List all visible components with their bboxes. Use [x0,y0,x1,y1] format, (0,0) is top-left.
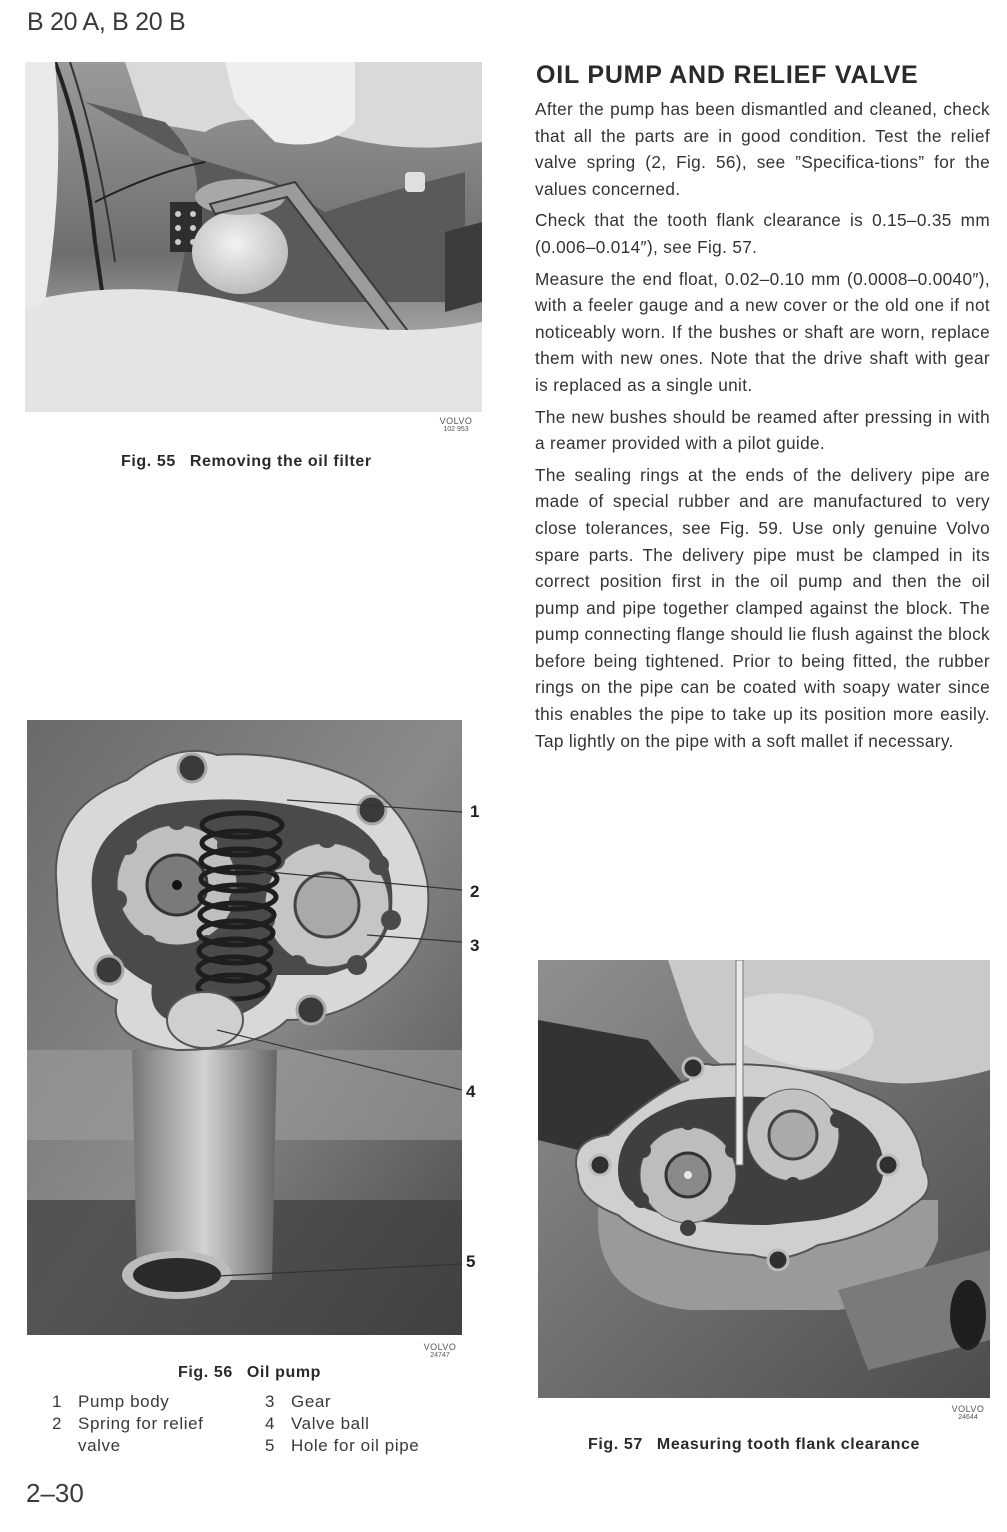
legend-label: Spring for relief [78,1414,204,1433]
figure-title: Measuring tooth flank clearance [656,1436,920,1453]
page-number: 2–30 [26,1478,84,1508]
legend-key: 3 [265,1392,276,1411]
fig55-caption [121,453,372,471]
fig57-photo [538,960,990,1398]
fig55-photo [25,62,482,412]
legend-key: 2 [52,1414,63,1433]
photo-reference-number: 102 953 [443,426,469,433]
paragraph: Measure the end float, 0.02–0.10 mm (0.0008–0.0040″), with a feeler gauge and a new cover or the old one if not noticeably worn. If the bushes or shaft are worn, replace them with new ones. Note that the drive shaft with gear is replaced as a single unit. [535,268,990,395]
volvo-wordmark: VOLVO [423,1342,457,1352]
fig55-volvo-mark [436,417,476,433]
figure-number: Fig. 56 [178,1364,233,1381]
feeler-gauge-photo-illustration [538,960,990,1398]
fig56-legend [52,1391,472,1461]
legend-label: valve [78,1436,121,1455]
legend-item [265,1413,369,1435]
legend-item [52,1391,169,1413]
figure-title: Removing the oil filter [189,453,372,470]
fig56-photo [27,720,462,1335]
callout-1: 1 [470,802,480,821]
paragraph: The sealing rings at the ends of the delivery pipe are made of special rubber and are manufactured to very close tolerances, see Fig. 59. Use only genuine Volvo spare parts. The delivery pipe must be clamped in its correct position first in the oil pump and then the oil pump and pipe together clamped against the block. The pump connecting flange should lie flush against the block before being tightened. Prior to being fitted, the rubber rings on the pipe can be coated with soapy water since this enables the pipe to take up its position more easily. Tap lightly on the pipe with a soft mallet if necessary. [535,464,990,751]
fig57-volvo-mark [948,1405,988,1421]
figure-number: Fig. 55 [121,453,176,470]
legend-key: 4 [265,1414,276,1433]
section-body [535,96,990,759]
legend-key: 1 [52,1392,63,1411]
paragraph: Check that the tooth flank clearance is 0.15–0.35 mm (0.006–0.014″), see Fig. 57. [535,210,990,257]
callout-4: 4 [466,1082,476,1101]
legend-label: Gear [291,1392,332,1411]
legend-item [265,1391,331,1413]
fig57-caption [588,1436,920,1454]
callout-2: 2 [470,882,480,901]
running-head: B 20 A, B 20 B [27,8,186,36]
legend-item-continuation [52,1435,121,1457]
legend-key: 5 [265,1436,276,1455]
volvo-wordmark: VOLVO [951,1404,985,1414]
fig56-volvo-mark [420,1343,460,1359]
legend-item [265,1435,419,1457]
callout-5: 5 [466,1252,476,1271]
paragraph: The new bushes should be reamed after pressing in with a reamer provided with a pilot guide. [535,406,990,454]
legend-label: Hole for oil pipe [291,1436,420,1455]
fig56-caption [178,1364,321,1382]
photo-reference-number: 24644 [958,1414,978,1421]
section-title: OIL PUMP AND RELIEF VALVE [536,61,919,89]
legend-item [52,1413,203,1435]
oil-filter-photo-illustration [25,62,482,412]
paragraph: After the pump has been dismantled and cleaned, check that all the parts are in good condition. Test the relief valve spring (2, Fig. 56), see ”Specifica-tions” for the values concerned. [535,99,990,199]
oil-pump-photo-illustration [27,720,462,1335]
figure-title: Oil pump [246,1364,322,1381]
figure-number: Fig. 57 [588,1436,643,1453]
legend-label: Valve ball [291,1414,370,1433]
photo-reference-number: 24747 [430,1352,450,1359]
callout-3: 3 [470,936,480,955]
legend-label: Pump body [78,1392,170,1411]
volvo-wordmark: VOLVO [439,416,473,426]
